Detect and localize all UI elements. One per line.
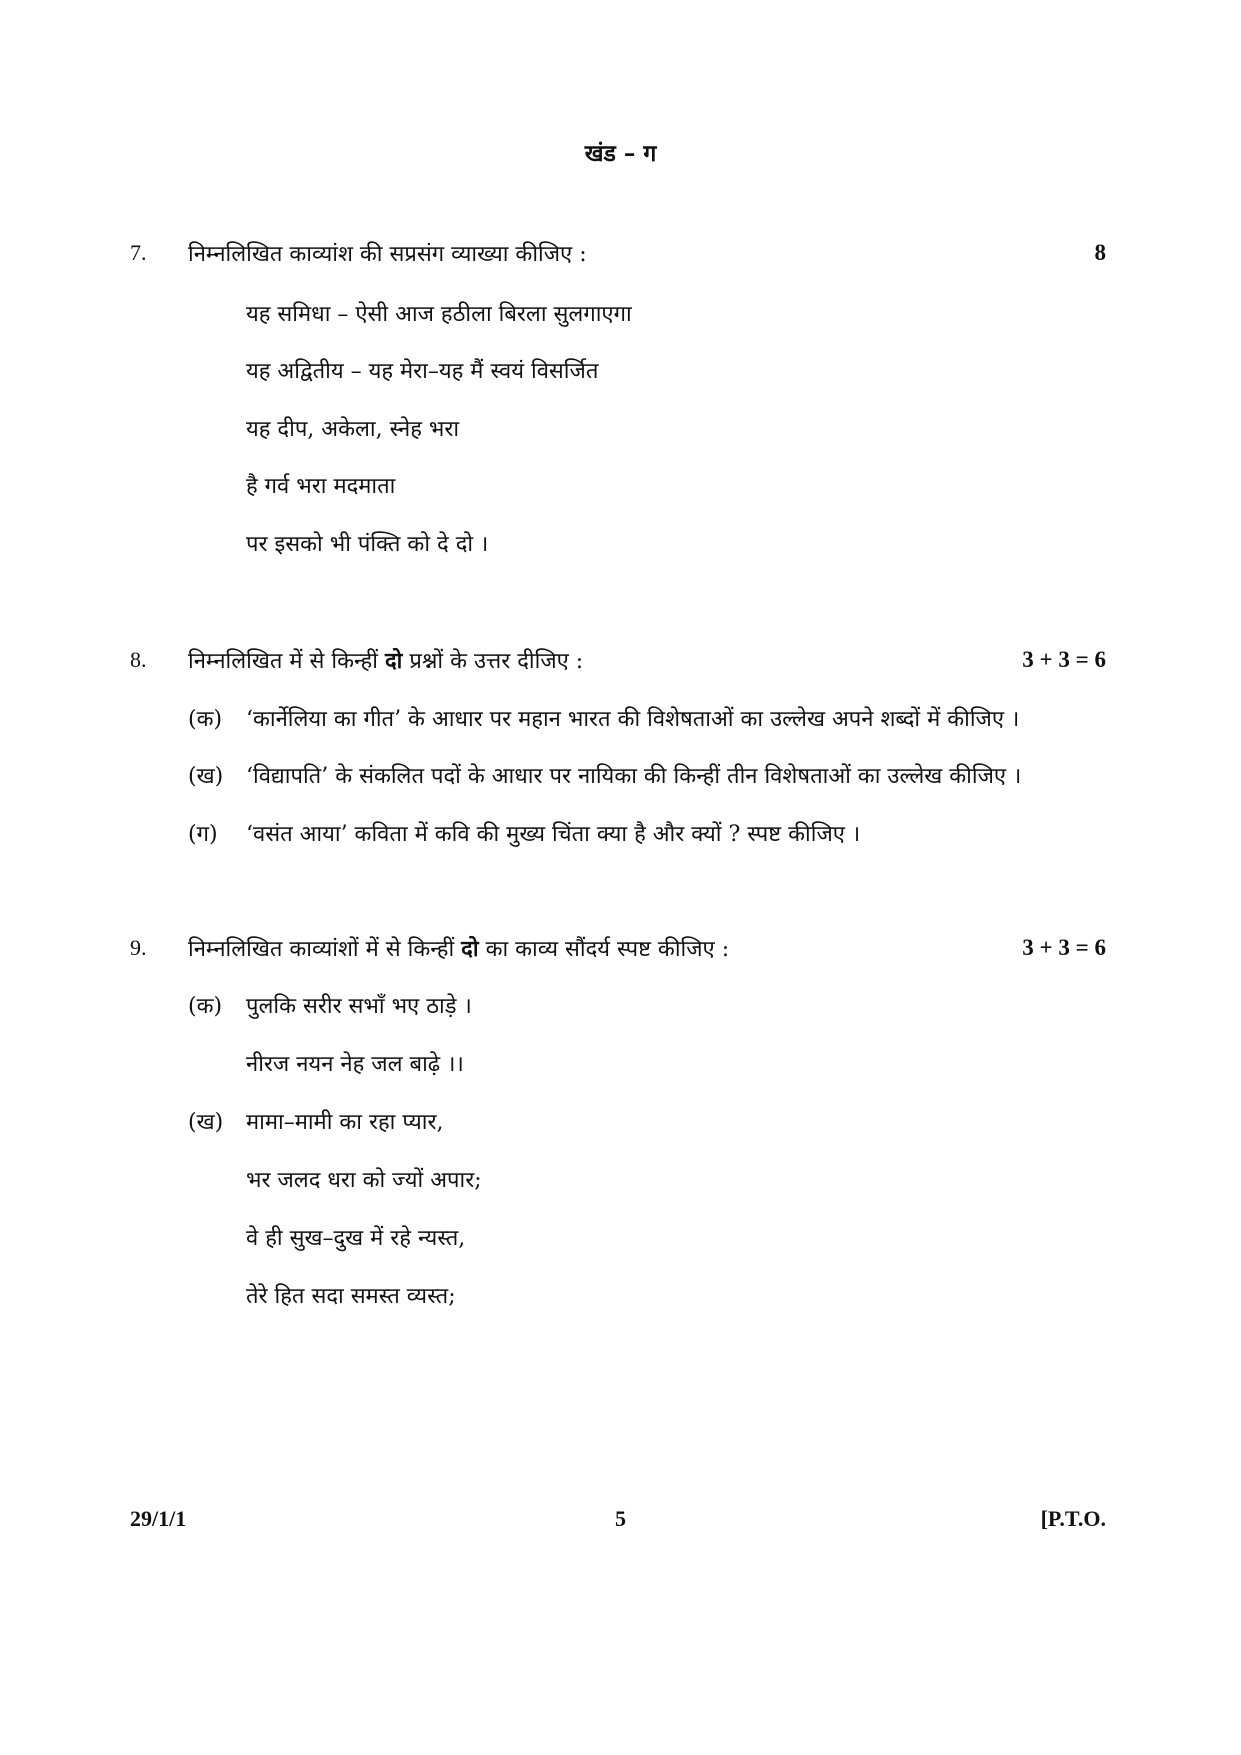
question-9-prompt — [188, 933, 729, 963]
q9-option-b-line-3: वे ही सुख–दुख में रहे न्यस्त, — [246, 1226, 466, 1251]
q7-poem-line-5: पर इसको भी पंक्ति को दे दो । — [246, 532, 489, 557]
section-title: खंड – ग — [584, 140, 657, 167]
question-7-prompt: निम्नलिखित काव्यांश की सप्रसंग व्याख्या कीजिए : — [188, 242, 587, 267]
q9-option-a-label: (क) — [188, 994, 223, 1019]
q8-option-text: ‘वसंत आया’ कविता में कवि की मुख्य चिंता क्या है और क्यों ? स्पष्ट कीजिए । — [246, 822, 861, 847]
question-7-marks: 8 — [1094, 240, 1106, 265]
question-9-number: 9. — [130, 935, 147, 960]
q8-option-label: (ग) — [188, 822, 218, 847]
q9-prompt-part-1: निम्नलिखित काव्यांशों में से किन्हीं — [188, 937, 455, 962]
q8-prompt-part-1: निम्नलिखित में से किन्हीं — [188, 649, 378, 674]
q8-prompt-emphasis: दो — [384, 648, 403, 674]
q8-option-label: (ख) — [188, 764, 224, 789]
please-turn-over: [P.T.O. — [1040, 1506, 1106, 1531]
q7-poem-line-3: यह दीप, अकेला, स्नेह भरा — [246, 417, 460, 442]
q9-prompt-part-2: का काव्य सौंदर्य स्पष्ट कीजिए : — [485, 937, 730, 962]
q8-prompt-part-2: प्रश्नों के उत्तर दीजिए : — [409, 649, 584, 674]
question-8-number: 8. — [130, 647, 147, 672]
q7-poem-line-2: यह अद्वितीय – यह मेरा–यह मैं स्वयं विसर्जित — [246, 359, 599, 384]
question-7-number: 7. — [130, 240, 147, 265]
q9-option-b-line-1: मामा–मामी का रहा प्यार, — [246, 1110, 444, 1135]
question-9-marks: 3 + 3 = 6 — [1022, 935, 1106, 960]
q9-option-b-line-2: भर जलद धरा को ज्यों अपार; — [246, 1168, 482, 1193]
q8-option-text: ‘विद्यापति’ के संकलित पदों के आधार पर नायिका की किन्हीं तीन विशेषताओं का उल्लेख कीजिए । — [246, 764, 1022, 789]
q7-poem-line-1: यह समिधा – ऐसी आज हठीला बिरला सुलगाएगा — [246, 302, 632, 327]
q9-prompt-emphasis: दो — [461, 936, 479, 962]
q9-option-a-line-1: पुलकि सरीर सभाँ भए ठाड़े । — [246, 994, 472, 1019]
paper-code: 29/1/1 — [130, 1506, 187, 1531]
q8-option-label: (क) — [188, 707, 223, 732]
q9-option-a-line-2: नीरज नयन नेह जल बाढ़े ।। — [246, 1052, 464, 1077]
q8-option-text: ‘कार्नेलिया का गीत’ के आधार पर महान भारत की विशेषताओं का उल्लेख अपने शब्दों में कीजिए । — [246, 707, 1020, 732]
q9-option-b-label: (ख) — [188, 1110, 224, 1135]
question-8-prompt — [188, 645, 583, 675]
page-number: 5 — [615, 1506, 626, 1531]
q7-poem-line-4: है गर्व भरा मदमाता — [246, 474, 396, 499]
q9-option-b-line-4: तेरे हित सदा समस्त व्यस्त; — [246, 1284, 456, 1309]
question-8-marks: 3 + 3 = 6 — [1022, 647, 1106, 672]
